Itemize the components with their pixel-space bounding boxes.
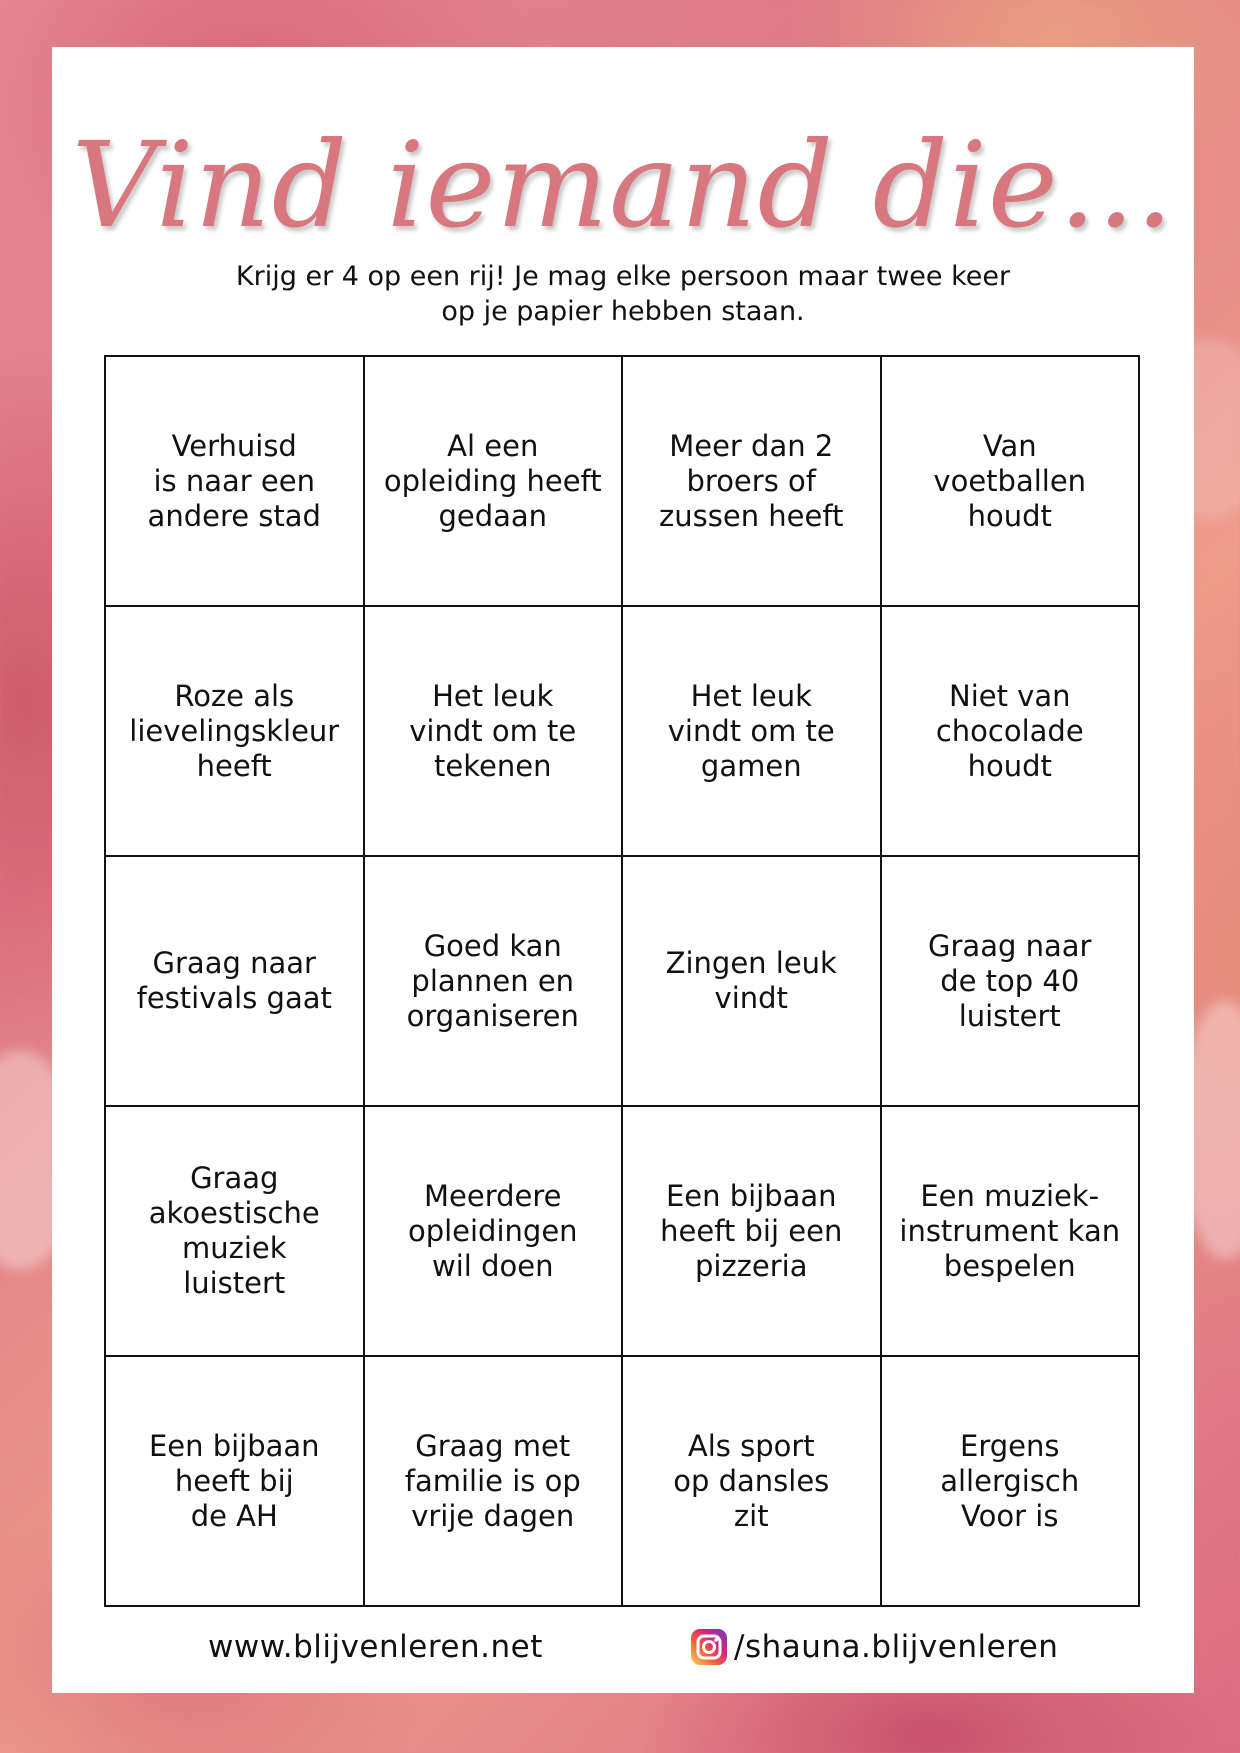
grid-row (105, 1106, 1139, 1356)
grid-cell[interactable]: Roze als lievelingskleur heeft (105, 606, 364, 856)
page-title: Vind iemand die... (71, 116, 1175, 254)
grid-cell[interactable]: Een muziek- instrument kan bespelen (881, 1106, 1140, 1356)
grid-cell[interactable]: Meer dan 2 broers of zussen heeft (622, 356, 881, 606)
website-link[interactable]: www.blijvenleren.net (208, 1629, 543, 1665)
grid-cell[interactable]: Goed kan plannen en organiseren (364, 856, 623, 1106)
instructions-text: Krijg er 4 op een rij! Je mag elke persoon maar twee keer op je papier hebben staan. (235, 261, 1011, 327)
grid-cell[interactable]: Verhuisd is naar een andere stad (105, 356, 364, 606)
grid-cell[interactable]: Ergens allergisch Voor is (881, 1356, 1140, 1606)
grid-row (105, 856, 1139, 1106)
grid-cell[interactable]: Graag naar de top 40 luistert (881, 856, 1140, 1106)
grid-cell[interactable]: Van voetballen houdt (881, 356, 1140, 606)
grid-cell[interactable]: Al een opleiding heeft gedaan (364, 356, 623, 606)
instagram-link[interactable] (690, 1627, 1058, 1667)
grid-cell[interactable]: Als sport op dansles zit (622, 1356, 881, 1606)
instagram-handle: /shauna.blijvenleren (734, 1629, 1059, 1665)
grid-cell[interactable]: Het leuk vindt om te gamen (622, 606, 881, 856)
grid-cell[interactable]: Zingen leuk vindt (622, 856, 881, 1106)
grid-cell[interactable]: Graag naar festivals gaat (105, 856, 364, 1106)
grid-cell[interactable]: Meerdere opleidingen wil doen (364, 1106, 623, 1356)
grid-row (105, 1356, 1139, 1606)
grid-cell[interactable]: Een bijbaan heeft bij de AH (105, 1356, 364, 1606)
grid-cell[interactable]: Een bijbaan heeft bij een pizzeria (622, 1106, 881, 1356)
bingo-grid (104, 355, 1140, 1607)
grid-row (105, 356, 1139, 606)
grid-cell[interactable]: Niet van chocolade houdt (881, 606, 1140, 856)
instagram-icon (690, 1628, 728, 1666)
worksheet-card (52, 47, 1194, 1693)
grid-cell[interactable]: Graag met familie is op vrije dagen (364, 1356, 623, 1606)
grid-row (105, 606, 1139, 856)
grid-cell[interactable]: Graag akoestische muziek luistert (105, 1106, 364, 1356)
grid-cell[interactable]: Het leuk vindt om te tekenen (364, 606, 623, 856)
